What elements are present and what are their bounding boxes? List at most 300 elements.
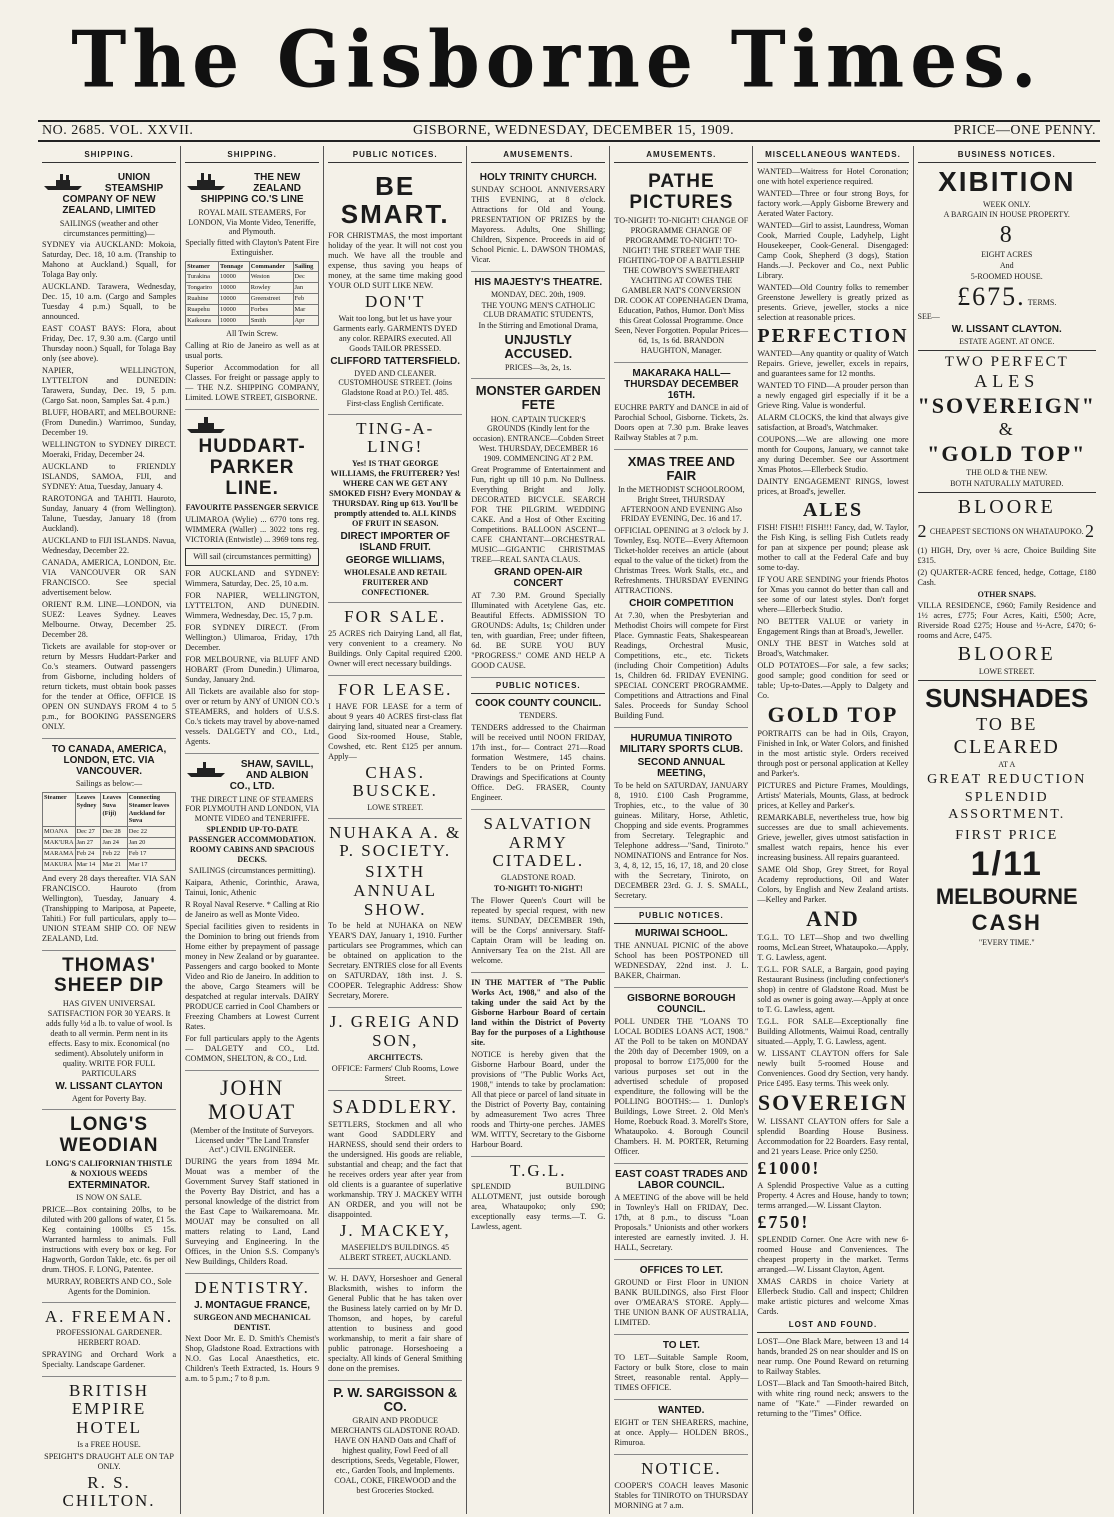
table-cell: Dec 27 — [75, 827, 101, 838]
column-heading: BUSINESS NOTICES. — [918, 150, 1096, 163]
garden-fete-title: MONSTER GARDEN FETE — [475, 383, 601, 413]
place-date: GISBORNE, WEDNESDAY, DECEMBER 15, 1909. — [413, 123, 735, 138]
price-big: 1/11 — [970, 844, 1043, 883]
column-miscellaneous — [753, 146, 913, 1514]
list-item: WANTED—Waitress for Hotel Coronation; one with hotel experience required. — [757, 166, 909, 186]
sovereign-text: W. LISSANT CLAYTON offers for Sale a splendid Boarding House Business. Accommodation for 22 Boarders. Easy rental, and 21 years Lease. Price only £250. — [757, 1117, 909, 1157]
list-item: T.G.L. FOR SALE—Exceptionally fine Building Allotments, Waimui Road, centrally situated.—Apply, T. G. Lawless, agent. — [757, 1017, 909, 1047]
sargisson-title: P. W. SARGISSON & CO. — [333, 1384, 458, 1414]
sailing-orient: ORIENT R.M. LINE—LONDON, via SUEZ: Leaves Sydney. Leaves Melbourne. Otway, December 25. December 28. — [42, 600, 177, 640]
ampersand: & — [998, 419, 1015, 440]
ting-title: TING-A-LING! — [356, 418, 435, 457]
offices-title: OFFICES TO LET. — [639, 1264, 723, 1276]
table-cell: Kaikoura — [186, 315, 219, 326]
be-smart-text: FOR CHRISTMAS, the most important holiday of the year. It will not cost you much. We have all the trouble and expense, thus saving you heaps of money, at the same time making good YOUR OLD SUIT LIKE NEW. — [328, 230, 463, 290]
table-cell: Feb — [293, 293, 319, 304]
two-perfect: TWO PERFECT — [944, 353, 1069, 370]
assortment: ASSORTMENT. — [948, 806, 1066, 822]
bloore-title: BLOORE — [957, 495, 1056, 518]
salvation-army-ad — [471, 810, 605, 973]
shaw-text: Special facilities given to residents in the Dominion to bring out friends from Home either by prepayment of passage money in New Zealand or by guarantee. Passengers and cargo booked to Monte Video and Rio de Janeiro. In addition to the above, Cargo Steamers will be despatched at regular intervals. DAIRY PRODUCE carried in Cool Chambers or Freezing Chambers at Lowest Current Rates. — [185, 921, 320, 1031]
list-item: IF YOU ARE SENDING your friends Photos for Xmas you cannot do better than call and see some of our latest styles. Don't forget where—Ellerbeck Studio. — [757, 574, 909, 614]
column-heading: PUBLIC NOTICES. — [328, 150, 462, 163]
drama-title: UNJUSTLY ACCUSED. — [504, 331, 573, 362]
for-lease-text: I HAVE FOR LEASE for a term of about 9 years 40 ACRES first-class flat dairying land, situated near a Creamery. Good Six-roomed House, Stable, Cowshed, etc. Rent £125 per annum. Apply— — [328, 701, 463, 761]
dentist-name: J. MONTAGUE FRANCE, — [194, 1299, 311, 1311]
list-item: NO BETTER VALUE or variety in Engagement Rings than at Broad's, Jeweller. — [757, 616, 909, 636]
mouat-ad — [185, 1071, 319, 1275]
estate-agent: ESTATE AGENT. AT ONCE. — [959, 337, 1055, 347]
table-header: Leaves Sydney — [75, 793, 101, 827]
hurumua-meeting: SECOND ANNUAL MEETING, — [637, 757, 726, 780]
salvation-tonight: TO-NIGHT! TO-NIGHT! — [493, 883, 583, 893]
table-row — [186, 272, 319, 283]
list-item: Athenic — [230, 887, 257, 897]
table-cell: Mar — [293, 304, 319, 315]
shaw-savill-subtitle: THE DIRECT LINE OF STEAMERS FOR PLYMOUTH AND LONDON, VIA MONTE VIDEO and TENERIFFE. — [185, 794, 320, 824]
divider — [918, 680, 1096, 681]
weodian-text: PRICE—Box containing 20lbs, to be diluted with 200 gallons of water, £1 5s. Keg containing 100lbs £5 15s. Warranted harmless to animals. Full instructions with every box or keg. For Hagworth, Gordon Takle, etc. 6s per oil drum. THOS. F. LONG, Patentee. — [42, 1205, 177, 1275]
column-public-notices — [324, 146, 467, 1514]
xmas-cards: XMAS CARDS in choice Variety at Ellerbeck Studio. Call and inspect; Children make artistic pictures and welcome Xmas Cards. — [757, 1276, 909, 1316]
freeman-text: SPRAYING and Orchard Work a Specialty. Landscape Gardener. — [42, 1349, 177, 1369]
davy-ad — [328, 1269, 462, 1381]
theatre-title: HIS MAJESTY'S THEATRE. — [474, 276, 603, 288]
splendid: SPLENDID — [964, 789, 1049, 805]
snaps-text: VILLA RESIDENCE, £960; Family Residence and 1½ acres, £775; Four Acres, Kaiti, £500; Acre, Riverside Road £275; House and ½-Acre, £470; 6-rooms and Acre, £475. — [917, 601, 1096, 641]
union-title: UNION STEAMSHIP COMPANY OF NEW ZEALAND, LIMITED — [62, 171, 164, 216]
list-item: Kaipara — [185, 877, 211, 887]
list-item: OLD POTATOES—For sale, a few sacks; good sample; good condition for seed or table; Up-to-Dates.—Apply to Dalgety and Co. — [757, 660, 909, 700]
xmas-fair-title: XMAS TREE AND FAIR — [627, 453, 735, 483]
table-cell: Turakina — [186, 272, 219, 283]
table-cell: Dec — [293, 272, 319, 283]
table-header: Steamer — [186, 261, 219, 272]
for-sale-title: FOR SALE. — [344, 607, 447, 627]
price: PRICE—ONE PENNY. — [953, 123, 1096, 138]
bargain: A BARGAIN IN HOUSE PROPERTY. — [943, 210, 1070, 220]
nuhaka-title: NUHAKA A. & P. SOCIETY. — [329, 822, 462, 861]
table-row — [186, 315, 319, 326]
table-cell: MAK'URA — [43, 838, 76, 849]
harbour-board-notice — [471, 973, 605, 1157]
cook-council-subtitle: TENDERS. — [519, 711, 558, 721]
lost-found-heading: LOST AND FOUND. — [757, 1320, 908, 1333]
saddlery-ad — [328, 1091, 462, 1268]
vancouver-subtitle: Sailings as below:— — [75, 779, 143, 789]
weodian-subtitle: LONG'S CALIFORNIAN THISTLE & NOXIOUS WEEDS — [45, 1158, 173, 1178]
list-item: W. LISSANT CLAYTON offers for Sale newly built 5-roomed House and Conveniences. Good dry Section, very handy. Price £495. Easy terms. This week only. — [757, 1049, 909, 1089]
notice-text: COOPER'S COACH leaves Masonic Stables for TINIROTO on THURSDAY MORNING at 7 a.m. — [614, 1480, 749, 1510]
sheep-dip-agent-sub: Agent for Poverty Bay. — [71, 1094, 147, 1104]
ting-text: Yes! IS THAT GEORGE WILLIAMS, the FRUITERER? Yes! WHERE CAN WE GET ANY SMOKED FISH? Every MONDAY & THURSDAY. Ring up 613. You'll be promptly attended to. ALL KINDS OF FRUIT IN SEASON. — [329, 459, 462, 528]
sailing-wellington: WELLINGTON to SYDNEY DIRECT. Moeraki, Friday, December 24. — [42, 440, 177, 460]
weodian-exterminator: EXTERMINATOR. — [68, 1180, 150, 1192]
union-ad — [42, 167, 176, 740]
list-item: (1) HIGH, Dry, over ¼ acre, Choice Building Site £315. — [917, 545, 1096, 565]
table-row — [43, 859, 176, 870]
british-hotel-ad — [42, 1377, 176, 1517]
sailing-bluff: BLUFF, HOBART, and MELBOURNE: (From Dunedin.) Warrimoo, Sunday, December 19. — [42, 408, 177, 438]
table-cell: Ruahine — [186, 293, 219, 304]
ting-a-ling-ad — [328, 415, 462, 604]
cleared: CLEARED — [953, 736, 1060, 759]
sailing-fiji: AUCKLAND to FRIENDLY ISLANDS, SAMOA, FIJI, and SYDNEY: Atua, Tuesday, January 4. — [42, 462, 177, 492]
table-cell: Dec 28 — [101, 827, 127, 838]
borough-text: POLL UNDER THE "LOANS TO LOCAL BODIES LOANS ACT, 1908." AT the Poll to be taken on MONDAY the 20th day of December 1909, on a proposal to borrow £175,000 for the various purposes set out in the advertised schedule of proposed expenditure, the following will be the POLLING BOOTHS:— 1. Dunlop's Buildings, Lowe Street. 2. Old Men's Home, Roebuck Road. 3. Morell's Store, Whataupoko. 4. Borough Council Chambers. H. M. PORTER, Returning Officer. — [614, 1016, 749, 1156]
table-header: Steamer — [43, 793, 76, 827]
british-hotel-subtitle: Is a FREE HOUSE. — [77, 1439, 141, 1449]
tgl-title: T.G.L. — [510, 1160, 567, 1180]
shaw-savill-ad — [185, 754, 319, 1071]
table-cell: MAKURA — [43, 859, 76, 870]
table-cell: Ruapehu — [186, 304, 219, 315]
list-item: WANTED TO FIND—A prouder person than a newly engaged girl especially if it be a Grieve Ring. Value is wonderful. — [757, 380, 909, 410]
table-cell: MARAMA — [43, 848, 76, 859]
nz-shipping-table — [185, 261, 319, 327]
sunshades-title: SUNSHADES — [925, 683, 1089, 714]
column-shipping-1 — [38, 146, 181, 1514]
davy-text: W. H. DAVY, Horseshoer and General Blacksmith, wishes to inform the General Public that he has taken over the Business lately carried on by Mr D. Thomson, and hopes, by careful attention to business and good workmanship, to merit a fair share of public patronage. Horseshoeing a specialty. All kinds of General Smithing done on the premises. — [328, 1273, 463, 1373]
huddart-sail: Will sail (circumstances permitting) — [185, 548, 319, 566]
list-item: LOST—Black and Tan Smooth-haired Bitch, with white ring round neck; answers to the name of "Kate." —Finder rewarded on returning to the "Times" Office. — [757, 1378, 909, 1418]
to-let-text: TO LET—Suitable Sample Room, Factory or bulk Store, close to main Street, reasonable rental. Apply— TIMES OFFICE. — [614, 1352, 749, 1392]
shaw-sailings: SAILINGS (circumstances permitting). — [188, 865, 316, 875]
week-only: WEEK ONLY. — [983, 199, 1031, 209]
nz-accommodation: Superior Accommodation for all Classes. For freight or passage apply to— THE N.Z. SHIPPING COMPANY, Limited. LOWE STREET, GISBORNE. — [185, 363, 320, 403]
cook-council-title: COOK COUNTY COUNCIL. — [475, 698, 602, 710]
huddart-subtitle: FAVOURITE PASSENGER SERVICE — [185, 502, 319, 512]
exhibition-title: XIBITION — [938, 165, 1076, 197]
column-amusements-2 — [610, 146, 753, 1514]
pathe-text: TO-NIGHT! TO-NIGHT! CHANGE OF PROGRAMME CHANGE OF PROGRAMME TO-NIGHT! TO-NIGHT! THE STREET WAIF THE FIGHTING-TOP OF A BATTLESHIP THE COWBOY'S SWEETHEART YACHTING AT COWES THE GAMBLER NAT'S CONVERSION DR. COOK AT COPENHAGEN Drama, Education, Pathos, Humor. Don't Miss this Great Colossal Programme. Once Seen, Never Forgotten. Popular Prices—6d, 1s, 1s 6d. BRANDON HAUGHTON, Manager. — [614, 215, 749, 355]
weodian-title: LONG'S WEODIAN — [59, 1114, 159, 1156]
garden-fete-text: Great Programme of Entertainment and Fun, right up till 10 p.m. No Dullness. Everything Bright and Jolly. DECORATED BICYCLE. SEARCH FOR THE PILGRIM. WEDDING CAKE. And a Host of Other Exciting Competitions. BALLOON ASCENT—CAFE CHANTANT—ORCHESTRAL MUSIC—GIGANTIC CHRISTMAS TREE—REAL SANTA CLAUS. — [471, 465, 606, 565]
price-line — [918, 283, 1096, 312]
shaw-ship-list: Kaipara, Athenic, Corinthic, Arawa, Tainui, Ionic, Athenic — [185, 877, 320, 897]
other-snaps: OTHER SNAPS. — [977, 589, 1036, 599]
sailing-table — [42, 792, 176, 871]
mouat-subtitle: (Member of the Institute of Surveyors. Licensed under "The Land Transfer Act".) CIVIL ENGINEER. — [190, 1125, 314, 1155]
for-lease-ad — [328, 676, 462, 819]
cook-council-text: TENDERS addressed to the Chairman will be received until NOON FRIDAY, 17th inst., for— Contract 271—Road formation Westmere, 145 chains. Tenders to be on Printed Forms. Drawings and Specifications at County Office. DeG. FRASER, County Engineer. — [471, 722, 606, 802]
labour-text: A MEETING of the above will be held in Townley's Hall on FRIDAY, Dec. 17th, at 8 p.m., to discuss "Loan Proposals." Unionists and other workers interested are earnestly invited. J. H. HALL, Secretary. — [614, 1192, 749, 1252]
huddart-sydney: FOR SYDNEY DIRECT. (From Wellington.) Ulimaroa, Friday, 17th December. — [185, 622, 320, 652]
buscke-address: LOWE STREET. — [367, 803, 424, 812]
concert-title: GRAND OPEN-AIR CONCERT — [494, 567, 583, 590]
huddart-title: HUDDART-PARKER LINE. — [198, 436, 306, 499]
list-item: Arawa — [295, 877, 318, 887]
sailing-east-coast: EAST COAST BAYS: Flora, about Friday, Dec. 17, 9.30 a.m. (Cargo until Thursday noon.) Squall, for Tolaga Bay only (see above). — [42, 324, 177, 364]
table-row — [186, 304, 319, 315]
british-hotel-proprietor: R. S. CHILTON. — [62, 1472, 156, 1511]
nz-calling: Calling at Rio de Janeiro as well as at usual ports. — [185, 341, 320, 361]
harbour-text: NOTICE is hereby given that the Gisborne Harbour Board, under the provisions of "The Public Works Act, 1908," intends to take by proclamation: All that piece or parcel of land situate in the District of Poverty Bay, containing by admeasurement Two acres Three roods and Thirty-one perches. JAMES WM. WITTY, Secretary to the Gisborne Harbour Board. — [471, 1049, 606, 1149]
choir-text: At 7.30, when the Presbyterian and Methodist Choirs will compete for First Place. Gymnastic Feats, Shakespearean Readings, Orchestral Music, Competitions, etc., etc. Tickets (including Choir Competition) Adults 1s, Children 6d. FRIDAY EVENING. SPECIAL CONCERT PROGRAMME. Competitions and Attractions and Final Sales. Proceeds for Sunday School Building Fund. — [614, 611, 749, 721]
dentistry-title: DENTISTRY. — [194, 1278, 310, 1298]
melbourne-title: MELBOURNE — [935, 884, 1078, 910]
at-a: AT A — [998, 760, 1016, 770]
cash-title: CASH — [971, 910, 1042, 936]
table-header: Tonnage — [219, 261, 250, 272]
newspaper-title: The Gisborne Times. — [71, 14, 1043, 106]
table-cell: Jan 24 — [101, 838, 127, 849]
masthead — [0, 0, 1114, 120]
column-amusements-1 — [467, 146, 610, 1514]
borough-title: GISBORNE BOROUGH COUNCIL. — [627, 992, 736, 1015]
wanted-title: WANTED. — [658, 1404, 705, 1416]
for-sale-text: 25 ACRES rich Dairying Land, all flat, very convenient to a creamery. No Buildings. Only Capital required £200. Owner will erect necessary buildings. — [328, 628, 463, 668]
theatre-ad — [471, 272, 605, 379]
greig-subtitle: ARCHITECTS. — [367, 1052, 423, 1062]
and-word: And — [999, 261, 1014, 271]
cheapest-sections: CHEAPEST SECTIONS ON WHATAUPOKO. — [929, 526, 1084, 536]
old-and-new: THE OLD & THE NEW. — [966, 468, 1048, 478]
british-hotel-text: SPEIGHT'S DRAUGHT ALE ON TAP ONLY. — [44, 1451, 174, 1471]
table-row — [43, 848, 176, 859]
every-time: "EVERY TIME." — [978, 937, 1035, 947]
table-cell: MOANA — [43, 827, 76, 838]
british-hotel-title: BRITISH EMPIRE HOTEL — [68, 1380, 150, 1438]
trinity-text: SUNDAY SCHOOL ANNIVERSARY THIS EVENING, at 8 o'clock. Attractions for Old and Young. PRESENTATION OF PRIZES by the Mayoress. Adults, One Shilling; Children, Sixpence. Proceeds in aid of School Picnic. L. DAWSON THOMAS, Vicar. — [471, 184, 606, 264]
makaraka-title: MAKARAKA HALL—THURSDAY DECEMBER 16TH. — [624, 367, 739, 401]
saddlery-title: SADDLERY. — [332, 1096, 459, 1119]
wanted-ad — [614, 1400, 748, 1455]
concert-text: AT 7.30 P.M. Ground Specially Illuminated with Acetylene Gas, etc. Beautiful Effects. ADMISSION TO GROUNDS: Adults, 1s; Children under ten, with guardian, Free; under fifteen, 6d. BE SURE YOU BUY "PROGRESS." COME AND HELP A GOOD CAUSE. — [471, 591, 606, 671]
list-item: WANTED—Three or four strong Boys, for factory work.—Apply Gisborne Brewery and Aerated Water Factory. — [757, 188, 909, 218]
sections-number-left: 2 — [917, 520, 929, 541]
see-label: SEE— — [917, 312, 940, 322]
freeman-ad — [42, 1303, 176, 1377]
cook-council-ad — [471, 678, 605, 810]
sailing-sydney: SYDNEY via AUCKLAND: Mokoia, Saturday, Dec. 18, 10 a.m. (Tranship to Mahono at Auckland.) Squall, for Tolaga Bay only. — [42, 240, 177, 280]
union-subtitle: SAILINGS (weather and other circumstances permitting)— — [59, 218, 159, 238]
issue-number: NO. 2685. VOL. XXVII. — [42, 123, 194, 138]
steamship-icon — [185, 759, 229, 779]
dentist-subtitle: SURGEON AND MECHANICAL DENTIST. — [193, 1312, 311, 1332]
five-roomed-house: 5-ROOMED HOUSE. — [970, 271, 1043, 281]
xmas-fair-subtitle: In the METHODIST SCHOOLROOM, Bright Street, THURSDAY AFTERNOON AND EVENING Also FRIDAY EVENING, Dec. 16 and 17. — [618, 485, 745, 524]
table-cell: Feb 17 — [127, 848, 175, 859]
vancouver-ad — [42, 739, 176, 950]
nz-twin-screw: All Twin Screw. — [226, 329, 279, 339]
list-item: PORTRAITS can be had in Oils, Crayon, Finished in Ink, or Water Colors, and finished in the most artistic style. Orders received through post or personal application at Kelley and Parker's. — [757, 728, 909, 778]
eight-acres: EIGHT ACRES — [981, 250, 1033, 260]
salvation-title: SALVATION ARMY CITADEL. — [483, 813, 594, 871]
steamship-icon — [185, 415, 229, 435]
huddart-napier: FOR NAPIER, WELLINGTON, LYTTELTON, AND DUNEDIN. Wimmera, Wednesday, Dec. 15, 7 p.m. — [185, 590, 320, 620]
muriwai-title: MURIWAI SCHOOL. — [634, 927, 728, 939]
greig-text: OFFICE: Farmers' Club Rooms, Lowe Street. — [331, 1064, 459, 1084]
table-cell: Forbes — [249, 304, 293, 315]
clifford-cert: First-class English Certificate. — [346, 398, 444, 408]
table-cell: Greenstreet — [249, 293, 293, 304]
makaraka-ad — [614, 363, 748, 450]
thousand-text: A Splendid Prospective Value as a cutting Property. 4 Acres and House, handy to town; terms arranged.—W. Lissant Clayton. — [757, 1181, 909, 1211]
mouat-text: DURING the years from 1894 Mr. Mouat was a member of the Government Survey Staff stationed in the Poverty Bay District, and has a personal knowledge of the district from the East Cape to Waikaremoana. Mr. MOUAT may be consulted on all matters relating to Land, Land Surveying and Engineering. In the Offices, in the Union S.S. Company's New Buildings, Childers Road. — [185, 1157, 320, 1267]
garden-fete-subtitle: HON. CAPTAIN TUCKER'S GROUNDS (Kindly lent for the occasion). ENTRANCE—Cobden Street West. THURSDAY, DECEMBER 16 1909. COMMENCING AT 2 P.M. — [472, 414, 604, 463]
table-cell: Smith — [249, 315, 293, 326]
dateline — [38, 120, 1100, 142]
catholic-subtitle: In the Stirring and Emotional Drama, — [478, 321, 599, 330]
first-price: FIRST PRICE — [955, 828, 1059, 844]
san-francisco-notice: And every 28 days thereafter. VIA SAN FRANCISCO. Hauroto (from Wellington), Tuesday, January 4. (Transhipping to Mariposa, at Papeete, Tahiti.) For full particulars, apply to— UNION STEAM SHIP CO. OF NEW ZEALAND, Ltd. — [42, 873, 177, 943]
sailing-canada: CANADA, AMERICA, LONDON, Etc. VIA VANCOUVER OR SAN FRANCISCO. See special advertisement below. — [42, 558, 177, 598]
for-lease-title: FOR LEASE. — [337, 679, 453, 699]
offices-text: GROUND or First Floor in UNION BANK BUILDINGS, also First Floor over O'MEARA'S STORE. Apply— THE UNION BANK OF AUSTRALIA, LIMITED. — [614, 1277, 749, 1327]
shaw-savill-title: SHAW, SAVILL, AND ALBION CO., LTD. — [229, 758, 314, 792]
dentistry-ad — [185, 1274, 319, 1390]
borough-council-ad — [614, 988, 748, 1164]
table-header: Connecting Steamer leaves Auckland for Suva — [127, 793, 175, 827]
thousand-title: £1000! — [757, 1158, 821, 1179]
list-item: ONLY THE BEST in Watches sold at Broad's, Watchmaker. — [757, 638, 909, 658]
steamship-icon — [185, 172, 229, 192]
huddart-tickets: All Tickets are available also for stop-over or return by ANY of UNION CO.'s STEAMERS, and holders of U.S.S. Co.'s tickets may travel by above-named vessels. DALGETY and CO., Ltd., Agents. — [185, 686, 320, 746]
annual-show-title: SIXTH ANNUAL SHOW. — [353, 862, 438, 919]
to-let-ad — [614, 1335, 748, 1400]
nz-shipping-title: THE NEW ZEALAND SHIPPING CO.'S LINE — [200, 171, 304, 205]
list-item: DAINTY ENGAGEMENT RINGS, lowest prices, at Broad's, jeweller. — [757, 476, 909, 496]
divider — [918, 350, 1096, 351]
huddart-auckland: FOR AUCKLAND and SYDNEY: Wimmera, Saturday, Dec. 25, 10 a.m. — [185, 568, 320, 588]
table-row — [43, 838, 176, 849]
george-williams-title: GEORGE WILLIAMS, — [345, 555, 445, 566]
table-cell: Jan 27 — [75, 838, 101, 849]
sheep-dip-title: THOMAS' SHEEP DIP — [54, 954, 165, 997]
column-heading: SHIPPING. — [42, 150, 176, 163]
sovereign-brand: "SOVEREIGN" — [917, 393, 1096, 419]
huddart-melbourne: FOR MELBOURNE, via BLUFF AND HOBART (From Dunedin.) Ulimaroa, Sunday, January 2nd. — [185, 654, 320, 684]
table-cell: Rowley — [249, 283, 293, 294]
theatre-date: MONDAY, DEC. 20th, 1909. — [491, 289, 586, 299]
choir-title: CHOIR COMPETITION — [629, 598, 734, 610]
salvation-subtitle: GLADSTONE ROAD. — [501, 873, 576, 882]
muriwai-ad — [614, 908, 748, 988]
be-smart-ad — [328, 167, 462, 415]
sailing-rarotonga: RAROTONGA and TAHITI. Hauroto, Sunday, January 4 (from Wellington). Talune, Tuesday, January 18 (from Auckland). — [42, 494, 177, 534]
table-cell: 10000 — [219, 272, 250, 283]
shaw-reserve: R Royal Naval Reserve. * Calling at Rio de Janeiro as well as Monte Video. — [185, 899, 320, 919]
dont-text: Wait too long, but let us have your Garments early. GARMENTS DYED any color. REPAIRS executed. All Goods TAILOR PRESSED. — [333, 313, 457, 353]
to-be: TO BE — [976, 713, 1038, 734]
ales-title: ALES — [802, 498, 864, 521]
pathe-title: PATHE PICTURES — [629, 170, 734, 213]
divider — [918, 492, 1096, 493]
trinity-title: HOLY TRINITY CHURCH. — [479, 171, 597, 183]
list-item: COUPONS.—We are allowing one more month for Coupons, January, we cannot take any during December. See our Assortment Xmas Photos.—Ellerbeck Studio. — [757, 434, 909, 474]
column-heading: AMUSEMENTS. — [614, 150, 748, 163]
table-row — [43, 827, 176, 838]
sheep-dip-ad — [42, 951, 176, 1111]
offices-ad — [614, 1260, 748, 1335]
gold-top-brand: "GOLD TOP" — [927, 441, 1087, 467]
mackey-subtitle: MASEFIELD'S BUILDINGS. 45 ALBERT STREET, AUCKLAND. — [339, 1243, 452, 1262]
freeman-title: A. FREEMAN. — [44, 1306, 174, 1326]
table-cell: Weston — [249, 272, 293, 283]
list-item: LOST—One Black Mare, between 13 and 14 hands, branded 2S on near shoulder and IS on near rump. One Pound Reward on returning to Railway Stables. — [757, 1336, 909, 1376]
seven-fifty-text: SPLENDID Corner. One Acre with new 6-roomed House and Conveniences. The cheapest property in the market. Terms arranged.—W. Lissant Clayton, Agent. — [757, 1234, 909, 1274]
shaw-roomy: ROOMY CABINS AND SPACIOUS DECKS. — [190, 845, 315, 865]
xmas-fair-ad — [614, 450, 748, 729]
sargisson-ad — [328, 1381, 462, 1503]
sheep-dip-text: HAS GIVEN UNIVERSAL SATISFACTION FOR 30 YEARS. It adds fully ½d a lb. to value of wool. Is death to all vermin. Perm nent in its effects. Easy to mix. Economical (no sediment). Absolutely uniform in quality. WRITE FOR FULL PARTICULARS — [45, 999, 173, 1079]
tgl-allotment-ad — [471, 1157, 605, 1239]
bloore-title-2: BLOORE — [957, 643, 1056, 666]
pathe-ad — [614, 167, 748, 363]
list-item: T.G.L. FOR SALE, a Bargain, good paying Restaurant Business (including confectioner's shop) in centre of Gladstone Road. Must be sold as owner is going away.—Apply at once to T. G. Lawless, agent. — [757, 965, 909, 1015]
greig-ad — [328, 1008, 462, 1091]
table-cell: Feb 24 — [75, 848, 101, 859]
sections-line — [918, 520, 1096, 544]
table-cell: Mar 17 — [127, 859, 175, 870]
clayton-name: W. LISSANT CLAYTON. — [951, 324, 1062, 336]
gold-top-title: GOLD TOP — [767, 701, 899, 727]
price-terms: TERMS. — [1027, 297, 1057, 307]
clifford-title: CLIFFORD TATTERSFIELD. — [330, 355, 460, 367]
sheep-dip-agent: W. LISSANT CLAYTON — [55, 1081, 163, 1093]
table-cell: Jan 20 — [127, 838, 175, 849]
list-item: REMARKABLE, nevertheless true, how big successes are due to small achievements. Grieve, jeweller, gives utmost satisfaction in smallest watch repairs, hence his ever increasing business. All repairs guaranteed. — [757, 812, 909, 862]
price-amount: £675. — [957, 281, 1026, 311]
sailing-fiji-islands: AUCKLAND to FIJI ISLANDS. Navua, Wednesday, December 22. — [42, 536, 177, 556]
hurumua-ad — [614, 728, 748, 908]
makaraka-text: EUCHRE PARTY and DANCE in aid of Parochial School, Gisborne. Tickets, 2s. Doors open at 7.30 p.m. Brake leaves Railway Stables at 7 p.m. — [614, 402, 749, 442]
table-cell: Jan — [293, 283, 319, 294]
table-cell: 10000 — [219, 315, 250, 326]
sailing-napier: NAPIER, WELLINGTON, LYTTELTON and DUNEDIN: Tarawera, Sunday, Dec. 19, 5 p.m. (Cargo Sat. noon, Samples Sat. 4 p.m.) — [42, 366, 177, 406]
section-heading: PUBLIC NOTICES. — [471, 681, 605, 694]
nz-shipping-subtitle: ROYAL MAIL STEAMERS, For LONDON, Via Monte Video, Teneriffe, and Plymouth. — [188, 207, 316, 237]
list-item: SAME Old Shop, Grey Street, for Royal Academy reproductions, Oil and Water Colors, by English and New Zealand artists.—Kelley and Parker. — [757, 864, 909, 904]
trinity-ad — [471, 167, 605, 272]
column-shipping-2 — [181, 146, 324, 1514]
perfection-title: PERFECTION — [757, 324, 909, 347]
list-item: WANTED—Old Country folks to remember Greenstone Jewellery is greatly prized as presents. Grieve, jeweller, stocks a nice selection at reasonable prices. — [757, 282, 909, 322]
salvation-text: The Flower Queen's Court will be repeated by special request, with new items. SUNDAY, DECEMBER 19th, will be the Corps' anniversary. Staff-Captain Oram will be leading on. Anniversary Tea on the 21st. All are welcome. — [471, 895, 606, 965]
list-item: Athenic — [219, 877, 246, 887]
wanted-text: EIGHT or TEN SHEARERS, machine, at once. Apply— HOLDEN BROS., Rimuroa. — [614, 1417, 749, 1447]
weodian-on-sale: IS NOW ON SALE. — [76, 1193, 142, 1203]
annual-show-text: To be held at NUHAKA on NEW YEAR'S DAY, January 1, 1910. Further particulars see Programmes, which can be obtained on application to the Secretary. ENTRIES close for all Events on SATURDAY, 18th inst. J. S. COOPER. Telegraphic Address: Show Secretary, Morere. — [328, 921, 463, 1001]
list-item: WANTED—Any quantity or quality of Watch Repairs. Grieve, jeweller, excels in repairs, and guarantees same for 12 months. — [757, 348, 909, 378]
tickets-notice: Tickets are available for stop-over or return by Messrs Huddart-Parker and Co.'s steamers. Outward passengers from Gisborne, including holders of return tickets, must obtain book passes for the tender at Office, OFFICE IS OPEN ON SUNDAYS FROM 4 to 5 p.m., for BOOKING PASSENGERS ONLY. — [42, 642, 177, 732]
dont-title: DON'T — [365, 291, 426, 311]
list-item: Corinthic — [255, 877, 287, 887]
tgl-text: SPLENDID BUILDING ALLOTMENT, just outside borough area, Whataupoko; only £90; exceptionally easy terms.—T. G. Lawless, agent. — [471, 1182, 606, 1232]
garden-fete-ad — [471, 379, 605, 678]
table-cell: 10000 — [219, 293, 250, 304]
mackey-title: J. MACKEY, — [339, 1221, 451, 1241]
table-cell: 10000 — [219, 283, 250, 294]
dentist-text: Next Door Mr. E. D. Smith's Chemist's Shop, Gladstone Road. Extractions with N.O. Gas Local Anaesthetics, etc. Children's Teeth Extracted, 1s. Hours 9 a.m. to 5 p.m.; 7 to 8 p.m. — [185, 1334, 320, 1384]
list-item: (2) QUARTER-ACRE fenced, hedge, Cottage, £180 Cash. — [917, 567, 1096, 587]
huddart-ad — [185, 410, 319, 753]
table-header: Commander — [249, 261, 293, 272]
list-item: T.G.L. TO LET—Shop and two dwelling rooms, McLean Street, Whataupoko.—Apply, T. G. Lawless, agent. — [757, 933, 909, 963]
list-item: WANTED—Girl to assist, Laundress, Woman Cook, Married Couple, Ladyhelp, Light Housekeeper, Cook-General. Disengaged: Camp Cook, Shepherd (3 dogs), Station Hands.—J. Peckover and Co., next Public Library. — [757, 220, 909, 280]
vancouver-title: TO CANADA, AMERICA, LONDON, ETC. VIA VANCOUVER. — [51, 744, 167, 778]
notice-title: NOTICE. — [641, 1458, 722, 1478]
table-cell: Mar 14 — [75, 859, 101, 870]
table-cell: Mar 21 — [101, 859, 127, 870]
nuhaka-ad — [328, 819, 462, 1008]
lowe-street: LOWE STREET. — [978, 667, 1035, 677]
saddlery-text: SETTLERS, Stockmen and all who want Good SADDLERY and HARNESS, should send their orders to the undersigned. His goods are reliable, substantial and cheap; and the fact that he receives orders year after year from old clients is a guarantee of superlative workmanship. TRY J. MACKEY WITH AN ORDER, and you will not be disappointed. — [328, 1120, 463, 1220]
freeman-subtitle: PROFESSIONAL GARDENER. HERBERT ROAD. — [56, 1328, 162, 1347]
column-heading: AMUSEMENTS. — [471, 150, 605, 163]
nz-shipping-ad — [185, 167, 319, 410]
